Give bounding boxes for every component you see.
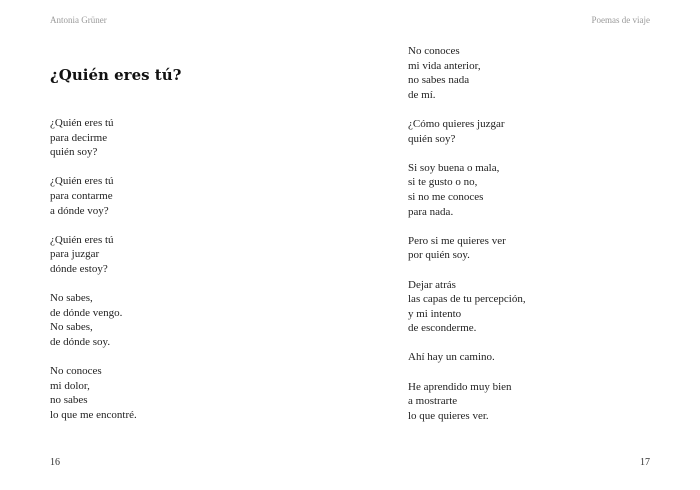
verse-line: y mi intento (408, 307, 462, 320)
verse-line: lo que me encontré. (50, 408, 137, 421)
verse-line: las capas de tu percepción, (408, 293, 526, 306)
verse-line: ¿Quién eres tú (50, 175, 114, 188)
stanza (50, 174, 310, 218)
stanza (50, 233, 310, 277)
verse-line: de dónde soy. (50, 335, 111, 348)
verse-line: de mí. (408, 88, 436, 101)
verse-line: si no me conoces (408, 190, 484, 203)
stanza (50, 364, 310, 422)
verse-line: a dónde voy? (50, 204, 109, 217)
verse-line: No conoces (50, 365, 102, 378)
right-page-poem (408, 44, 668, 423)
running-header-book-title: Poemas de viaje (591, 15, 650, 25)
verse-line: No sabes, (50, 292, 93, 305)
verse-line: para juzgar (50, 248, 100, 261)
verse-line: Dejar atrás (408, 278, 456, 291)
poem-title: ¿Quién eres tú? (50, 66, 182, 84)
verse-line: mi dolor, (50, 379, 90, 392)
verse-line: Ahí hay un camino. (408, 351, 495, 364)
left-page-poem (50, 116, 310, 422)
stanza (408, 278, 668, 336)
stanza (408, 161, 668, 219)
stanza (408, 234, 668, 263)
verse-line: si te gusto o no, (408, 176, 478, 189)
verse-line: quién soy? (408, 132, 456, 145)
verse-line: para contarme (50, 189, 113, 202)
verse-line: de esconderme. (408, 322, 477, 335)
verse-line: quién soy? (50, 146, 98, 159)
verse-line: a mostrarte (408, 395, 458, 408)
verse-line: mi vida anterior, (408, 59, 481, 72)
stanza (408, 350, 668, 365)
verse-line: Si soy buena o mala, (408, 161, 500, 174)
page-number-left: 16 (50, 457, 60, 468)
verse-line: no sabes nada (408, 74, 470, 87)
verse-line: ¿Quién eres tú (50, 117, 114, 129)
verse-line: ¿Quién eres tú (50, 233, 114, 246)
verse-line: no sabes (50, 394, 88, 407)
running-header-author: Antonia Grüner (50, 15, 107, 25)
page-number-right: 17 (640, 457, 650, 468)
verse-line: para nada. (408, 205, 454, 218)
stanza (408, 117, 668, 146)
stanza (408, 380, 668, 424)
verse-line: No sabes, (50, 321, 93, 334)
stanza (408, 44, 668, 102)
verse-line: para decirme (50, 131, 108, 144)
verse-line: No conoces (408, 45, 460, 57)
stanza (50, 291, 310, 349)
verse-line: Pero si me quieres ver (408, 234, 506, 247)
verse-line: ¿Cómo quieres juzgar (408, 117, 505, 130)
verse-line: de dónde vengo. (50, 306, 123, 319)
verse-line: por quién soy. (408, 249, 470, 262)
verse-line: lo que quieres ver. (408, 409, 489, 422)
stanza (50, 116, 310, 160)
verse-line: He aprendido muy bien (408, 380, 512, 393)
verse-line: dónde estoy? (50, 262, 108, 275)
